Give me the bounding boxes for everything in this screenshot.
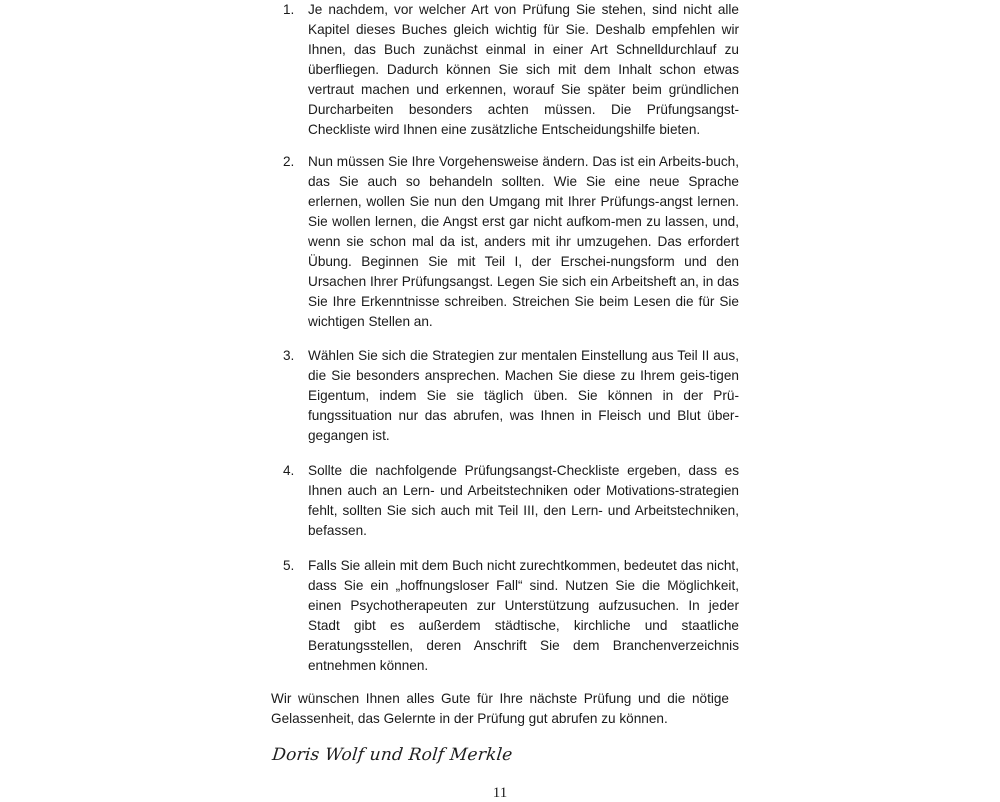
list-item-number: 3. <box>283 348 295 363</box>
list-item-number: 5. <box>283 558 295 573</box>
list-item-number: 2. <box>283 154 295 169</box>
list-item <box>283 346 739 446</box>
list-item-text: Je nachdem, vor welcher Art von Prüfung Sie stehen, sind nicht alle Kapitel dieses Buches gleich wichtig für Sie. Deshalb empfehlen wir Ihnen, das Buch zunächst einmal in einer Art Schnelldurchlauf zu überfliegen. Dadurch können Sie sich mit dem Inhalt schon etwas vertraut machen und erkennen, worauf Sie später beim gründlichen Durcharbeiten besonders achten müssen. Die Prüfungsangst-Checkliste wird Ihnen eine zusätzliche Entscheidungshilfe bieten. <box>308 2 739 137</box>
author-signature: Doris Wolf und Rolf Merkle <box>271 745 514 765</box>
list-item-text: Falls Sie allein mit dem Buch nicht zurechtkommen, bedeutet das nicht, dass Sie ein „hoffnungsloser Fall“ sind. Nutzen Sie die Möglichkeit, einen Psychotherapeuten zur Unterstützung aufzusuchen. In jeder Stadt gibt es außerdem städtische, kirchliche und staatliche Beratungsstellen, deren Anschrift Sie dem Branchenverzeichnis entnehmen können. <box>308 558 739 673</box>
list-item <box>283 556 739 676</box>
list-item <box>283 0 739 140</box>
list-item <box>283 461 739 541</box>
list-item <box>283 152 739 332</box>
list-item-number: 1. <box>283 2 295 17</box>
page-number: 11 <box>492 785 508 801</box>
list-item-number: 4. <box>283 463 295 478</box>
closing-paragraph: Wir wünschen Ihnen alles Gute für Ihre nächste Prüfung und die nötige Gelassenheit, das Gelernte in der Prüfung gut abrufen zu können. <box>271 691 729 726</box>
list-item-text: Wählen Sie sich die Strategien zur mentalen Einstellung aus Teil II aus, die Sie besonders ansprechen. Machen Sie diese zu Ihrem geis-tigen Eigentum, indem Sie sie täglich üben. Sie können in der Prü-fungssituation nur das abrufen, was Ihnen in Fleisch und Blut über-gegangen ist. <box>308 348 739 443</box>
list-item-text: Sollte die nachfolgende Prüfungsangst-Checkliste ergeben, dass es Ihnen auch an Lern- und Arbeitstechniken oder Motivations-strategien fehlt, sollten Sie sich auch mit Teil III, den Lern- und Arbeitstechniken, befassen. <box>308 463 739 538</box>
list-item-text: Nun müssen Sie Ihre Vorgehensweise ändern. Das ist ein Arbeits-buch, das Sie auch so behandeln sollten. Wie Sie eine neue Sprache erlernen, wollen Sie nun den Umgang mit Ihrer Prüfungs-angst lernen. Sie wollen lernen, die Angst erst gar nicht aufkom-men zu lassen, und, wenn sie schon mal da ist, anders mit ihr umzugehen. Das erfordert Übung. Beginnen Sie mit Teil I, der Erschei-nungsform und den Ursachen Ihrer Prüfungsangst. Legen Sie sich ein Arbeitsheft an, in das Sie Ihre Erkenntnisse schreiben. Streichen Sie beim Lesen die für Sie wichtigen Stellen an. <box>308 154 739 329</box>
